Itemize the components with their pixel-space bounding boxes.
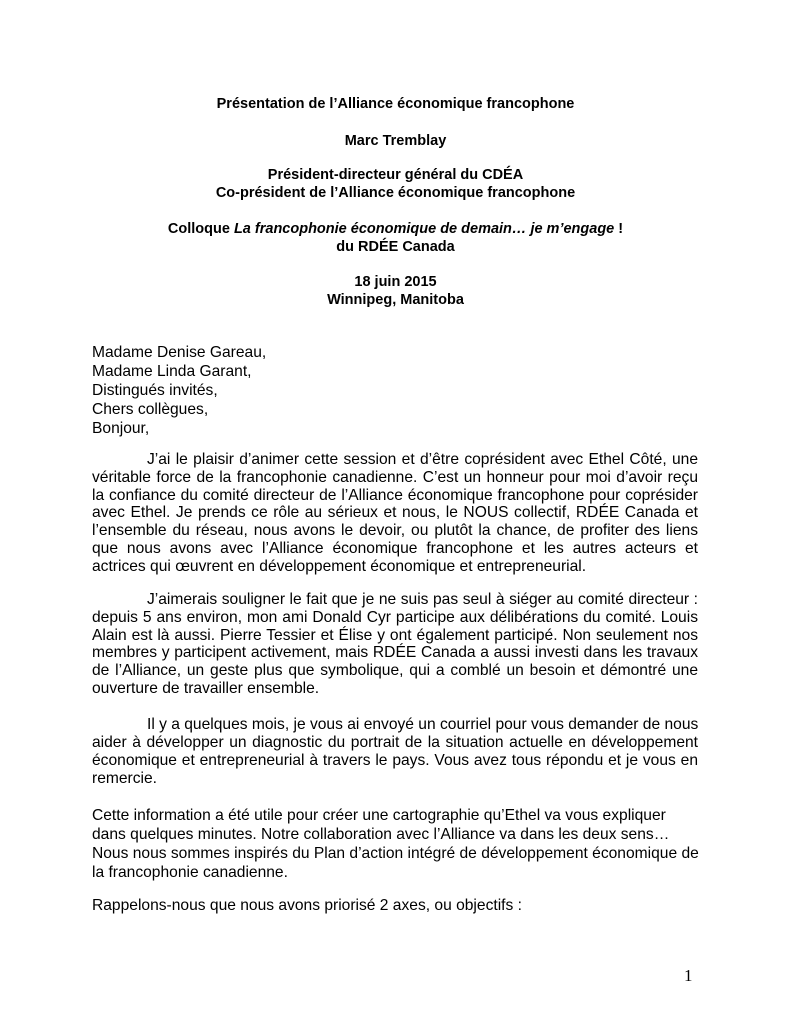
- paragraph-line: de l’Alliance, un geste plus que symbolique, qui a comblé un besoin et démontré une: [92, 662, 698, 680]
- salutation-line: Madame Denise Gareau,: [92, 344, 267, 361]
- paragraph-line: Nous nous sommes inspirés du Plan d’action intégré de développement économique de: [92, 845, 699, 862]
- paragraph-line: avec Ethel. Je prends ce rôle au sérieux et nous, le NOUS collectif, RDÉE Canada et: [92, 504, 698, 522]
- paragraph-line: Cette information a été utile pour créer une cartographie qu’Ethel va vous expliquer: [92, 807, 666, 824]
- paragraph-line: l’ensemble du réseau, nous avons le devoir, ou plutôt la chance, de profiter des liens: [92, 522, 698, 540]
- page-number: 1: [684, 966, 693, 985]
- paragraph-line: la confiance du comité directeur de l’Alliance économique francophone pour coprésider: [92, 486, 698, 504]
- salutation-line: Chers collègues,: [92, 401, 209, 418]
- paragraph-line: que nous avons avec l’Alliance économique francophone et les autres acteurs et: [92, 539, 698, 557]
- salutation-line: Distingués invités,: [92, 382, 218, 399]
- event-name: La francophonie économique de demain… je m’engage: [233, 221, 615, 237]
- paragraph-line: aider à développer un diagnostic du portrait de la situation actuelle en développement: [92, 734, 698, 751]
- paragraph-line: Il y a quelques mois, je vous ai envoyé un courriel pour vous demander de nous: [147, 716, 699, 733]
- paragraph-line: dans quelques minutes. Notre collaboration avec l’Alliance va dans les deux sens…: [92, 826, 670, 843]
- event-organizer: du RDÉE Canada: [336, 239, 455, 255]
- event-prefix: Colloque: [167, 221, 234, 237]
- speaker-role-2: Co-président de l’Alliance économique francophone: [215, 185, 576, 201]
- speaker-role-1: Président-directeur général du CDÉA: [267, 167, 524, 183]
- paragraph-line: remercie.: [92, 770, 157, 787]
- paragraph-line: la francophonie canadienne.: [92, 864, 288, 881]
- paragraph-5: [92, 896, 698, 915]
- event-suffix: !: [614, 221, 624, 237]
- salutations: [92, 343, 698, 438]
- paragraph-3: [92, 716, 698, 788]
- paragraph-line: Rappelons-nous que nous avons priorisé 2 axes, ou objectifs :: [92, 897, 522, 914]
- paragraph-line: membres y participent activement, mais RDÉE Canada a aussi investi dans les travaux: [92, 644, 698, 662]
- paragraph-line: économique et entrepreneurial à travers le pays. Vous avez tous répondu et je vous en: [92, 752, 698, 769]
- paragraph-line: actrices qui œuvrent en développement économique et entrepreneurial.: [92, 557, 587, 575]
- salutation-line: Bonjour,: [92, 420, 150, 437]
- paragraph-line: Alain est là aussi. Pierre Tessier et Élise y ont également participé. Non seulement nos: [92, 626, 698, 644]
- paragraph-4: [92, 806, 698, 882]
- event-location: Winnipeg, Manitoba: [327, 292, 464, 308]
- paragraph-line: depuis 5 ans environ, mon ami Donald Cyr participe aux délibérations du comité. Louis: [92, 608, 698, 626]
- event-line: [0, 220, 791, 238]
- paragraph-2: [92, 591, 698, 698]
- speaker-name: Marc Tremblay: [344, 133, 447, 149]
- salutation-line: Madame Linda Garant,: [92, 363, 252, 380]
- event-date: 18 juin 2015: [354, 274, 437, 290]
- paragraph-line: J’ai le plaisir d’animer cette session et d’être coprésident avec Ethel Côté, une: [147, 451, 698, 468]
- paragraph-line: véritable force de la francophonie canadienne. C’est un honneur pour moi d’avoir reçu: [92, 468, 698, 486]
- paragraph-1: [92, 451, 698, 576]
- paragraph-line: J’aimerais souligner le fait que je ne suis pas seul à siéger au comité directeur :: [147, 591, 698, 608]
- document-title: Présentation de l’Alliance économique francophone: [216, 96, 575, 112]
- paragraph-line: ouverture de travailler ensemble.: [92, 679, 320, 697]
